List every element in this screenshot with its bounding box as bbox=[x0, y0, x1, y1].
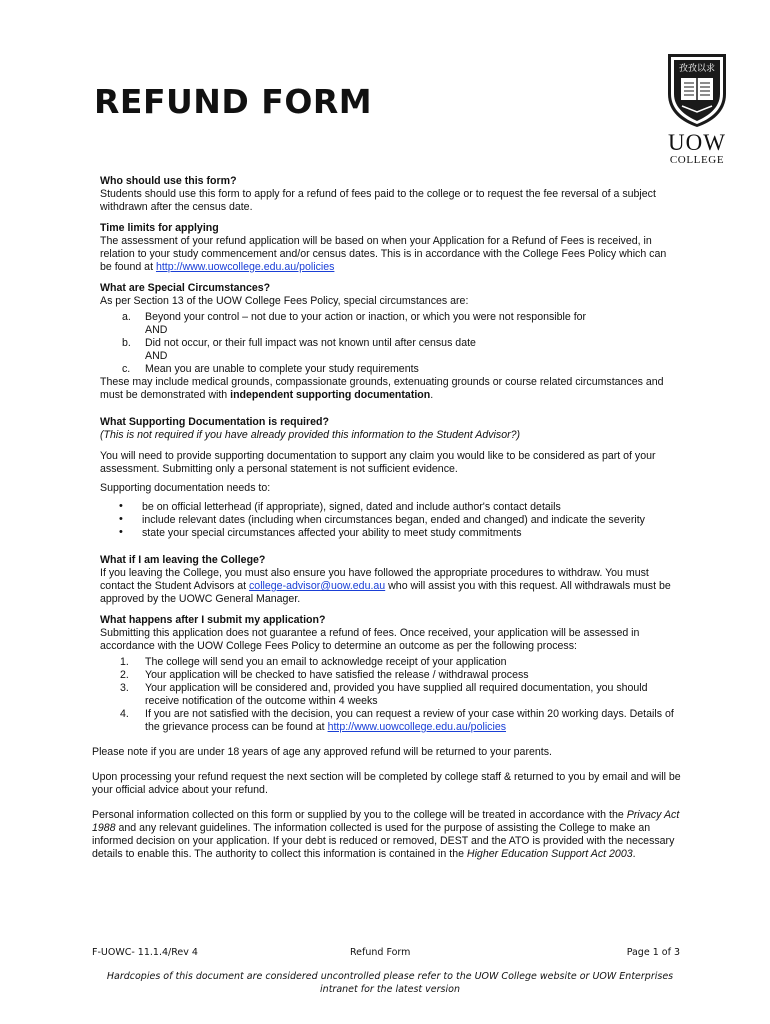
advisor-email-link[interactable]: college-advisor@uow.edu.au bbox=[249, 580, 386, 592]
heading-special: What are Special Circumstances? bbox=[100, 282, 271, 294]
grievance-policies-link[interactable]: http://www.uowcollege.edu.au/policies bbox=[327, 721, 507, 733]
list-item: a. Beyond your control – not due to your action or inaction, or which you were not responsible for bbox=[122, 311, 587, 323]
heading-docs: What Supporting Documentation is required? bbox=[100, 416, 329, 428]
and-label: AND bbox=[145, 324, 168, 336]
list-item: c. Mean you are unable to complete your study requirements bbox=[122, 363, 419, 375]
heading-time-limits: Time limits for applying bbox=[100, 222, 219, 234]
list-item: 1. The college will send you an email to acknowledge receipt of your application bbox=[120, 656, 507, 668]
list-item: 2. Your application will be checked to have satisfied the release / withdrawal process bbox=[120, 669, 529, 681]
logo-subtitle: COLLEGE bbox=[669, 154, 725, 166]
document-code: F-UOWC- 11.1.4/Rev 4 bbox=[92, 947, 198, 958]
list-item: • include relevant dates (including when circumstances began, ended and changed) and indicate the severity bbox=[119, 513, 645, 526]
section-who bbox=[100, 175, 680, 214]
heading-who: Who should use this form? bbox=[100, 175, 237, 187]
and-label: AND bbox=[145, 350, 168, 362]
text-after: Submitting this application does not guarantee a refund of fees. Once received, your application will be assessed in accordance with the UOW College Fees Policy to determine an outcome as per the following process: bbox=[100, 627, 640, 652]
list-item: • be on official letterhead (if appropriate), signed, dated and include author's contact details bbox=[119, 500, 561, 513]
text-special-closing: These may include medical grounds, compassionate grounds, extenuating grounds or course related circumstances and must be demonstrated with independent supporting documentation. bbox=[100, 376, 664, 401]
text-time-limits: The assessment of your refund application will be based on when your Application for a Refund of Fees is received, in relation to your study commencement and/or census dates. This is in accordance with the College Fees Policy which can be found at http://www.uowcollege.edu.au/policies bbox=[100, 235, 667, 273]
text-docs-needs: Supporting documentation needs to: bbox=[100, 482, 271, 494]
text-leaving: If you leaving the College, you must also ensure you have followed the appropriate procedures to withdraw. You must contact the Student Advisors at college-advisor@uow.edu.au who will assist you with this request. All withdrawals must be approved by the UOWC General Manager. bbox=[100, 567, 671, 605]
section-supporting-docs bbox=[100, 416, 680, 540]
form-content bbox=[92, 175, 681, 861]
crest-shield-icon bbox=[662, 52, 732, 128]
section-leaving bbox=[100, 554, 680, 606]
document-name: Refund Form bbox=[350, 947, 411, 958]
policies-link[interactable]: http://www.uowcollege.edu.au/policies bbox=[155, 261, 335, 273]
uncontrolled-copy-disclaimer: Hardcopies of this document are considered uncontrolled please refer to the UOW College website or UOW Enterprises intranet for the latest version bbox=[106, 971, 674, 995]
text-special-intro: As per Section 13 of the UOW College Fees Policy, special circumstances are: bbox=[100, 295, 469, 307]
docs-bullet-list bbox=[100, 501, 680, 540]
uow-college-logo bbox=[662, 52, 732, 168]
list-item: • state your special circumstances affected your ability to meet study commitments bbox=[119, 526, 522, 539]
special-list bbox=[100, 311, 680, 376]
process-steps-list bbox=[100, 656, 680, 734]
crest-motto: 孜孜以求 bbox=[678, 64, 716, 74]
section-time-limits bbox=[100, 222, 680, 274]
page-number: Page 1 of 3 bbox=[626, 947, 680, 958]
heading-after: What happens after I submit my application? bbox=[100, 614, 326, 626]
list-item: 3. Your application will be considered and, provided you have supplied all required documentation, you should receive notification of the outcome within 4 weeks bbox=[120, 682, 648, 707]
logo-wordmark: UOW bbox=[668, 130, 726, 155]
section-after-submit bbox=[100, 614, 680, 734]
text-docs-note: (This is not required if you have already provided this information to the Student Advisor?) bbox=[100, 429, 521, 441]
section-special-circumstances bbox=[100, 282, 680, 402]
list-item: b. Did not occur, or their full impact was not known until after census date bbox=[122, 337, 476, 349]
heading-leaving: What if I am leaving the College? bbox=[100, 554, 266, 566]
text-docs: You will need to provide supporting documentation to support any claim you would like to be considered as part of your assessment. Submitting only a personal statement is not sufficient evidence. bbox=[100, 450, 656, 475]
text-under-18: Please note if you are under 18 years of age any approved refund will be returned to your parents. bbox=[92, 746, 552, 758]
page-title: REFUND FORM bbox=[94, 82, 373, 121]
text-who: Students should use this form to apply for a refund of fees paid to the college or to request the fee reversal of a subject withdrawn after the census date. bbox=[100, 188, 656, 213]
list-item: 4. If you are not satisfied with the decision, you can request a review of your case within 20 working days. Details of the grievance process can be found at http://www.uowcollege.edu.au/policies bbox=[120, 708, 674, 733]
text-processing: Upon processing your refund request the next section will be completed by college staff & returned to you by email and will be your official advice about your refund. bbox=[92, 771, 681, 796]
text-privacy: Personal information collected on this form or supplied by you to the college will be treated in accordance with the Privacy Act 1988 and any relevant guidelines. The information collected is used for the purpose of assisting the College to make an informed decision on your application. If your debt is reduced or removed, DEST and the ATO is provided with the necessary details to enable this. The authority to collect this information is contained in the Higher Education Support Act 2003. bbox=[92, 809, 680, 860]
page-footer bbox=[92, 947, 680, 961]
